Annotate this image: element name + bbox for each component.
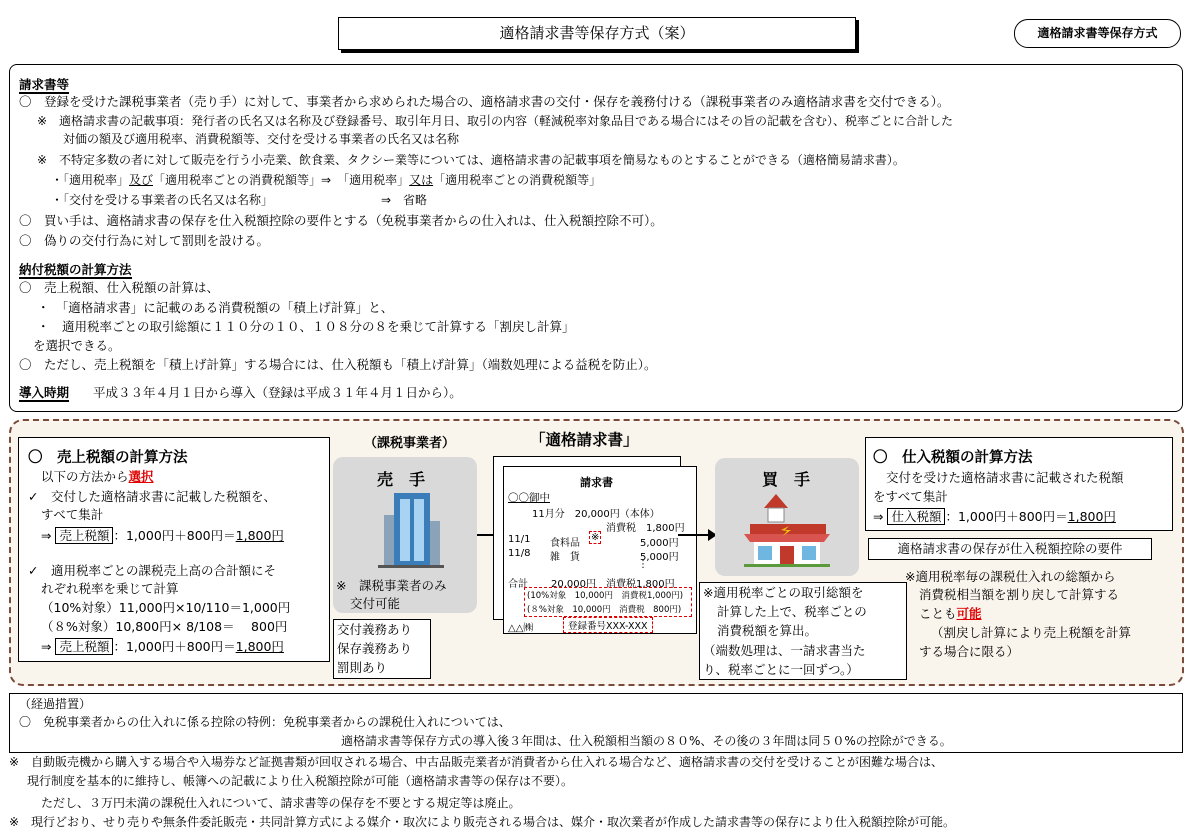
purchase-note-1: ※適用税率毎の課税仕入れの総額から bbox=[905, 569, 1116, 584]
purchase-a1: 交付を受けた適格請求書に記載された税額 bbox=[886, 470, 1124, 485]
invoice-total-label: 合計 bbox=[508, 579, 528, 590]
invoice-r4-date: 11/8 bbox=[508, 548, 531, 559]
section-start-head: 導入時期 bbox=[19, 385, 70, 400]
note-vending: ※ 自動販売機から購入する場合や入場券など証拠書類が回収される場合、中古品販売業者が消費者から仕入れる場合など、適格請求書の交付を受けることが困難な場合は、 bbox=[9, 755, 944, 769]
sales-b3: （10%対象）11,000円×10/110＝1,000円 bbox=[41, 600, 291, 615]
invoice-r4-amount: 5,000円 bbox=[640, 552, 679, 563]
section-invoice-head: 請求書等 bbox=[19, 77, 70, 92]
calc-line-1: 〇 売上税額、仕入税額の計算は、 bbox=[19, 280, 220, 295]
sales-a2: ✓ 交付した適格請求書に記載した税額を、 bbox=[28, 489, 276, 504]
purchase-note-3: ことも可能 bbox=[919, 606, 982, 621]
page-title: 適格請求書等保存方式（案） bbox=[338, 17, 856, 50]
arrow-right-icon bbox=[678, 528, 718, 542]
top-line-4: ※ 不特定多数の者に対して販売を行う小売業、飲食業、タクシー業等については、適格請求書の記載事項を簡易なものとすることができる（適格簡易請求書）。 bbox=[37, 153, 905, 167]
transitional-1: 〇 免税事業者からの仕入れに係る控除の特例：免税事業者からの課税仕入れについては、 bbox=[19, 715, 511, 729]
seller-to-invoice-line bbox=[477, 534, 493, 536]
duty-penalty: 罰則あり bbox=[337, 660, 388, 675]
calc-note-4: （端数処理は、一請求書当た bbox=[703, 643, 866, 658]
section-tax-calc-head: 納付税額の計算方法 bbox=[19, 262, 132, 277]
deduction-requirement: 適格請求書の保存が仕入税額控除の要件 bbox=[868, 538, 1152, 560]
invoice-r2: 消費税 1,800円 bbox=[606, 523, 685, 534]
seller-caption: （課税事業者） bbox=[364, 436, 456, 451]
calc-note-5: り、税率ごとに一回ずつ。） bbox=[703, 662, 859, 677]
registration-number: 登録番号XXX-XXX bbox=[563, 617, 653, 633]
calc-note-1: ※適用税率ごとの取引総額を bbox=[703, 585, 864, 600]
top-line-8: 〇 偽りの交付行為に対して罰則を設ける。 bbox=[19, 233, 270, 248]
start-date: 平成３３年４月１日から導入（登録は平成３１年４月１日から）。 bbox=[93, 385, 462, 400]
note-auction: ※ 現行どおり、せり売りや無条件委託販売・共同計算方式による媒介・取次により販売される場合は、媒介・取次業者が作成した請求書等の保存により仕入税額控除が可能。 bbox=[9, 815, 956, 829]
invoice-r3-date: 11/1 bbox=[508, 534, 531, 545]
buyer-label: 買 手 bbox=[762, 470, 811, 489]
seller-note-1: ※ 課税事業者のみ bbox=[336, 578, 447, 593]
top-line-2: ※ 適格請求書の記載事項：発行者の氏名又は名称及び登録番号、取引年月日、取引の内容（軽減税率対象品目である場合にはその旨の記載を含む）、税率ごとに合計した bbox=[37, 114, 954, 128]
top-line-3: 対価の額及び適用税率、消費税額等、交付を受ける事業者の氏名又は名称 bbox=[63, 132, 460, 146]
reduced-rate-mark: ※ bbox=[591, 532, 600, 543]
sales-tax-title: 〇 売上税額の計算方法 bbox=[28, 450, 188, 466]
note-current-system: 現行制度を基本的に維持し、帳簿への記載により仕入税額控除が可能（適格請求書等の保存は不要）。 bbox=[27, 774, 574, 788]
note-abolished: ただし、３万円未満の課税仕入れについて、請求書等の保存を不要とする規定等は廃止。 bbox=[41, 796, 521, 810]
scheme-badge: 適格請求書等保存方式 bbox=[1014, 19, 1181, 48]
top-line-5: ・「適用税率」及び「適用税率ごとの消費税額等」⇒ 「適用税率」又は「適用税率ごとの消費税額等」 bbox=[51, 173, 602, 187]
top-line-7: 〇 買い手は、適格請求書の保存を仕入税額控除の要件とする（免税事業者からの仕入れは、仕入税額控除不可）。 bbox=[19, 213, 663, 228]
house-icon bbox=[744, 490, 830, 568]
invoice-r1: 11月分 20,000円（本体） bbox=[532, 509, 660, 520]
invoice-r3-item: 食料品 bbox=[550, 538, 580, 549]
duty-issue: 交付義務あり bbox=[337, 622, 413, 637]
top-line-6: ・「交付を受ける事業者の氏名又は名称」 ⇒ 省略 bbox=[51, 193, 428, 207]
invoice-from: △△㈱ bbox=[508, 623, 534, 634]
purchase-note-4: （割戻し計算により売上税額を計算 bbox=[931, 625, 1132, 640]
top-line-1: 〇 登録を受けた課税事業者（売り手）に対して、事業者から求められた場合の、適格請求書の交付・保存を義務付ける（課税事業者のみ適格請求書を交付できる）。 bbox=[19, 94, 950, 109]
seller-label: 売 手 bbox=[377, 470, 426, 489]
purchase-a2: をすべて集計 bbox=[873, 489, 948, 504]
calc-line-5: 〇 ただし、売上税額を「積上げ計算」する場合には、仕入税額も「積上げ計算」（端数処理による益税を防止）。 bbox=[19, 357, 657, 372]
calc-line-4: を選択できる。 bbox=[33, 338, 121, 353]
purchase-a3: ⇒ 仕入税額 ：1,000円＋800円＝1,800円 bbox=[873, 509, 1116, 524]
sales-b1: ✓ 適用税率ごとの課税売上高の合計額にそ bbox=[28, 563, 276, 578]
purchase-note-2: 消費税相当額を割り戻して計算する bbox=[919, 587, 1120, 602]
sales-choice-line: 以下の方法から選択 bbox=[41, 469, 154, 484]
breakdown-10: (10%対象 10,000円 消費税1,000円) bbox=[527, 591, 684, 601]
sales-a4: ⇒ 売上税額 ：1,000円＋800円＝1,800円 bbox=[41, 528, 284, 543]
sales-a3: すべて集計 bbox=[41, 507, 104, 522]
duty-keep: 保存義務あり bbox=[337, 641, 413, 656]
calc-note-2: 計算した上で、税率ごとの bbox=[717, 604, 867, 619]
purchase-note-5: する場合に限る） bbox=[919, 644, 1020, 659]
sales-b5: ⇒ 売上税額 ：1,000円＋800円＝1,800円 bbox=[41, 639, 284, 654]
sales-b4: （８%対象）10,800円× 8/108＝ 800円 bbox=[41, 619, 288, 634]
transitional-head: （経過措置） bbox=[19, 697, 92, 711]
transitional-2: 適格請求書等保存方式の導入後３年間は、仕入税額相当額の８０%、その後の３年間は同５０%の控除ができる。 bbox=[341, 734, 952, 748]
invoice-dots: ⋮ bbox=[638, 559, 648, 570]
purchase-tax-title: 〇 仕入税額の計算方法 bbox=[873, 450, 1033, 466]
seller-note-2: 交付可能 bbox=[350, 596, 401, 611]
calc-note-3: 消費税額を算出。 bbox=[717, 623, 818, 638]
sales-b2: れぞれ税率を乗じて計算 bbox=[41, 581, 179, 596]
breakdown-8: (８%対象 10,000円 消費税 800円) bbox=[527, 605, 682, 615]
invoice-to: 〇〇御中 bbox=[508, 492, 550, 504]
calc-line-3: ・ 適用税率ごとの取引総額に１１０分の１０、１０８分の８を乗じて計算する「割戻し計算」 bbox=[37, 319, 575, 334]
calc-line-2: ・ 「適格請求書」に記載のある消費税額の「積上げ計算」と、 bbox=[37, 300, 394, 315]
invoice-doc-title: 請求書 bbox=[580, 476, 613, 489]
invoice-r3-amount: 5,000円 bbox=[640, 538, 679, 549]
invoice-r4-item: 雑 貨 bbox=[550, 552, 580, 563]
invoice-heading: 「適格請求書」 bbox=[530, 431, 639, 449]
invoice-total: 20,000円 消費税1,800円 bbox=[551, 579, 675, 590]
building-icon bbox=[370, 487, 450, 569]
